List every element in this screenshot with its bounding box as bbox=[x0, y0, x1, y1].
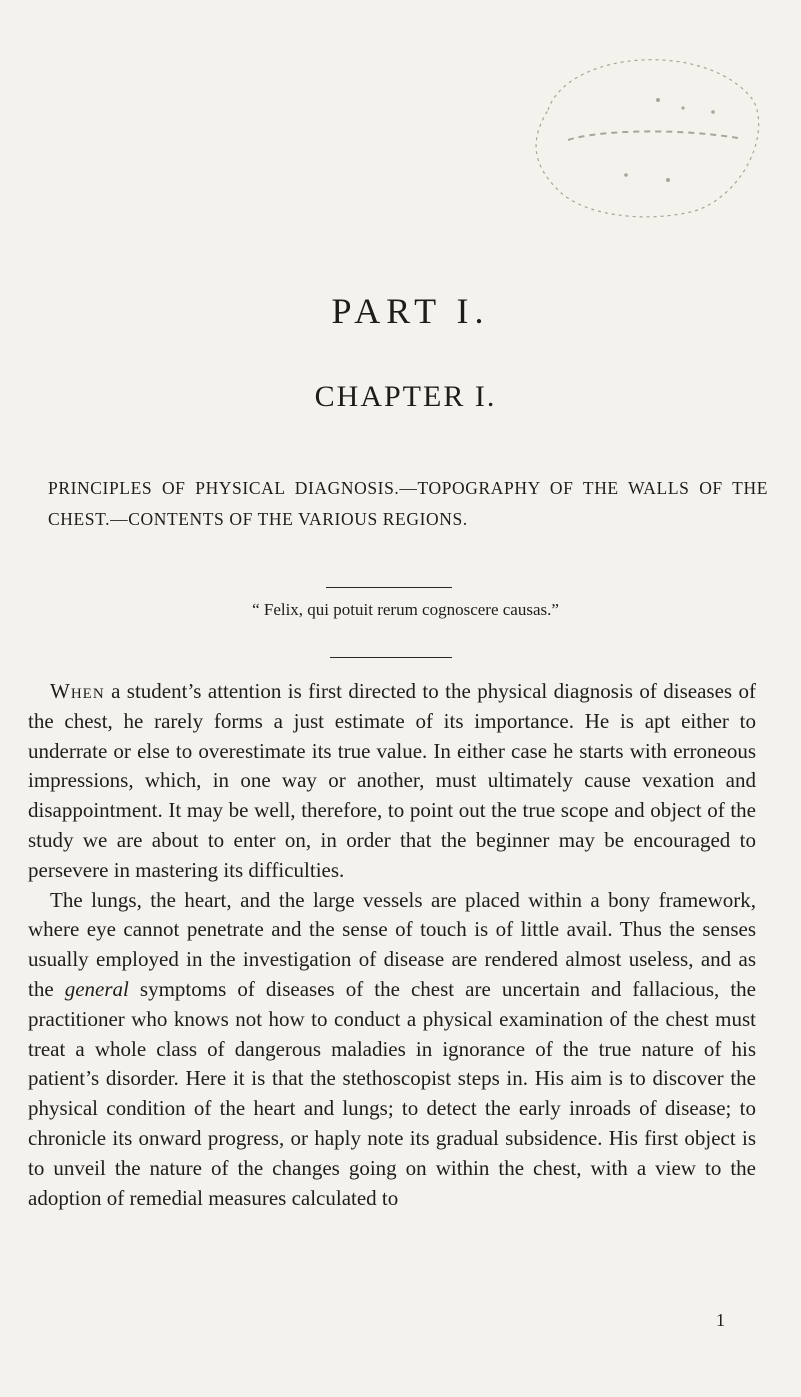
divider-rule bbox=[330, 657, 452, 658]
page-number: 1 bbox=[716, 1310, 725, 1330]
part-title: PART I. bbox=[331, 291, 490, 331]
lead-word: When bbox=[50, 679, 105, 703]
paragraph-text: symptoms of diseases of the chest are uncertain and fallacious, the practitioner who knows not how to conduct a physical examination of the chest must treat a whole class of dangerous maladies in ignorance of the true nature of his patient’s disorder. Here it is that the stethoscopist steps in. His aim is to discover the physical condition of the heart and lungs; to detect the early inroads of disease; to chronicle its onward progress, or haply note its gradual subsidence. His first object is to unveil the nature of the changes going on within the chest, with a view to the adoption of remedial measures calculated to bbox=[28, 976, 757, 1210]
epigraph-motto: “ Felix, qui potuit rerum cognoscere causas.” bbox=[252, 600, 559, 619]
chapter-body bbox=[28, 677, 756, 1213]
paragraph bbox=[28, 886, 756, 1214]
paragraph-text: The lungs, the heart, and the large vessels are placed within a bony framework, where eye cannot penetrate and the sense of touch is of little avail. Thus the senses usually employed in the investigation of disease are rendered almost useless, and as the bbox=[28, 887, 756, 1001]
paragraph bbox=[28, 677, 756, 886]
chapter-title: CHAPTER I. bbox=[314, 380, 497, 413]
emphasis-text: general bbox=[64, 976, 129, 1001]
paragraph-text: a student’s attention is first directed to the physical diagnosis of diseases of the chest, he rarely forms a just estimate of its importance. He is apt either to underrate or else to overestimate its true value. In either case he starts with erroneous impressions, which, in one way or another, must ultimately cause vexation and disappointment. It may be well, therefore, to point out the true scope and object of the study we are about to enter on, in order that the beginner may be encouraged to persevere in mastering its difficulties. bbox=[28, 679, 756, 882]
divider-rule bbox=[326, 587, 452, 588]
library-stamp-icon bbox=[508, 40, 770, 225]
chapter-summary: PRINCIPLES OF PHYSICAL DIAGNOSIS.—TOPOGRAPHY OF THE WALLS OF THE CHEST.—CONTENTS OF THE VARIOUS REGIONS. bbox=[48, 478, 768, 529]
